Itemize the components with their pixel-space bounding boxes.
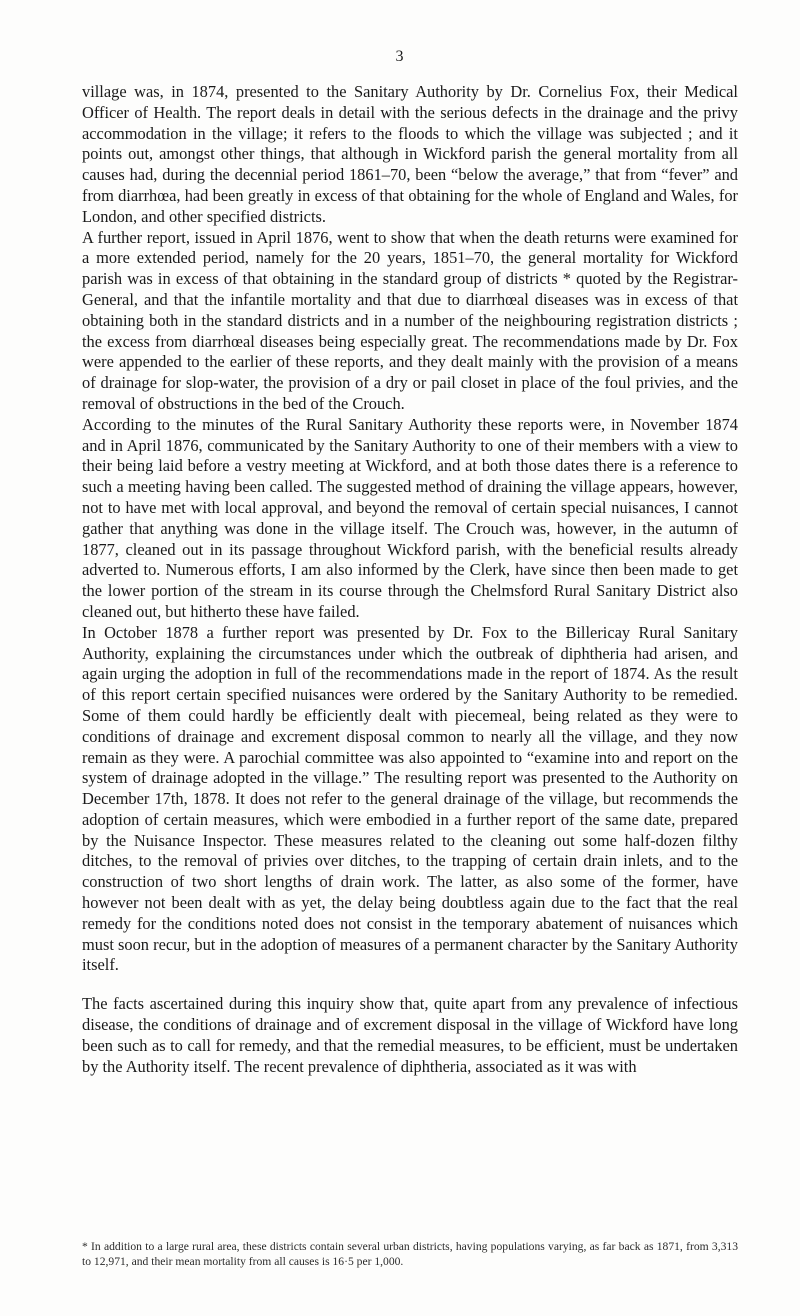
footnote: * In addition to a large rural area, these districts contain several urban districts, having populations varying, as far back as 1871, from 3,313 to 12,971, and their mean mortality from all causes is 16·5 per 1,000. (82, 1240, 738, 1268)
paragraph-2: A further report, issued in April 1876, went to show that when the death returns were examined for a more extended period, namely for the 20 years, 1851–70, the general mortality for Wickford parish was in excess of that obtaining in the standard group of districts * quoted by the Registrar-General, and that the infantile mortality and that due to diarrhœal diseases was in excess of that obtaining both in the standard districts and in a number of the neighbouring registration districts ; the excess from diarrhœal diseases being especially great. The recommendations made by Dr. Fox were appended to the earlier of these reports, and they dealt mainly with the provision of a means of drainage for slop-water, the provision of a dry or pail closet in place of the foul privies, and the removal of obstructions in the bed of the Crouch. (82, 227, 738, 413)
paragraph-3: According to the minutes of the Rural Sanitary Authority these reports were, in November 1874 and in April 1876, communicated by the Sanitary Authority to one of their members with a view to their being laid before a vestry meeting at Wickford, and at both those dates there is a reference to such a meeting having been called. The suggested method of draining the village appears, however, not to have met with local approval, and beyond the removal of certain special nuisances, I cannot gather that anything was done in the village itself. The Crouch was, however, in the autumn of 1877, cleaned out in its passage throughout Wickford parish, with the beneficial results already adverted to. Numerous efforts, I am also informed by the Clerk, have since then been made to get the lower portion of the stream in its course through the Chelmsford Rural Sanitary District also cleaned out, but hitherto these have failed. (82, 414, 738, 621)
body-text (82, 82, 738, 1077)
paragraph-4: In October 1878 a further report was presented by Dr. Fox to the Billericay Rural Sanitary Authority, explaining the circumstances under which the outbreak of diphtheria had arisen, and again urging the adoption in full of the recommendations made in the report of 1874. As the result of this report certain specified nuisances were ordered by the Sanitary Authority to be remedied. Some of them could hardly be efficiently dealt with piecemeal, being related as they were to conditions of drainage and excrement disposal common to nearly all the village, and they now remain as they were. A parochial committee was also appointed to “examine into and report on the system of drainage adopted in the village.” The resulting report was presented to the Authority on December 17th, 1878. It does not refer to the general drainage of the village, but recommends the adoption of certain measures, which were embodied in a further report of the same date, prepared by the Nuisance Inspector. These measures related to the cleaning out some half-dozen filthy ditches, to the removal of privies over ditches, to the trapping of certain drain inlets, and to the construction of two short lengths of drain work. The latter, as also some of the former, have however not been dealt with as yet, the delay being doubtless again due to the fact that the real remedy for the conditions noted does not consist in the temporary abatement of nuisances which must soon recur, but in the adoption of measures of a permanent character by the Sanitary Authority itself. (82, 622, 738, 975)
page-number: 3 (395, 48, 405, 65)
paragraph-5: The facts ascertained during this inquiry show that, quite apart from any prevalence of infectious disease, the conditions of drainage and of excrement disposal in the village of Wickford have long been such as to call for remedy, and that the remedial measures, to be efficient, must be undertaken by the Authority itself. The recent prevalence of diphtheria, associated as it was with (82, 994, 738, 1076)
paragraph-1: village was, in 1874, presented to the Sanitary Authority by Dr. Cornelius Fox, their Medical Officer of Health. The report deals in detail with the serious defects in the drainage and the privy accommodation in the village; it refers to the floods to which the village was subjected ; and it points out, amongst other things, that although in Wickford parish the general mortality from all causes had, during the decennial period 1861–70, been “below the average,” that from “fever” and from diarrhœa, had been greatly in excess of that obtaining for the whole of England and Wales, for London, and other specified districts. (82, 82, 738, 226)
